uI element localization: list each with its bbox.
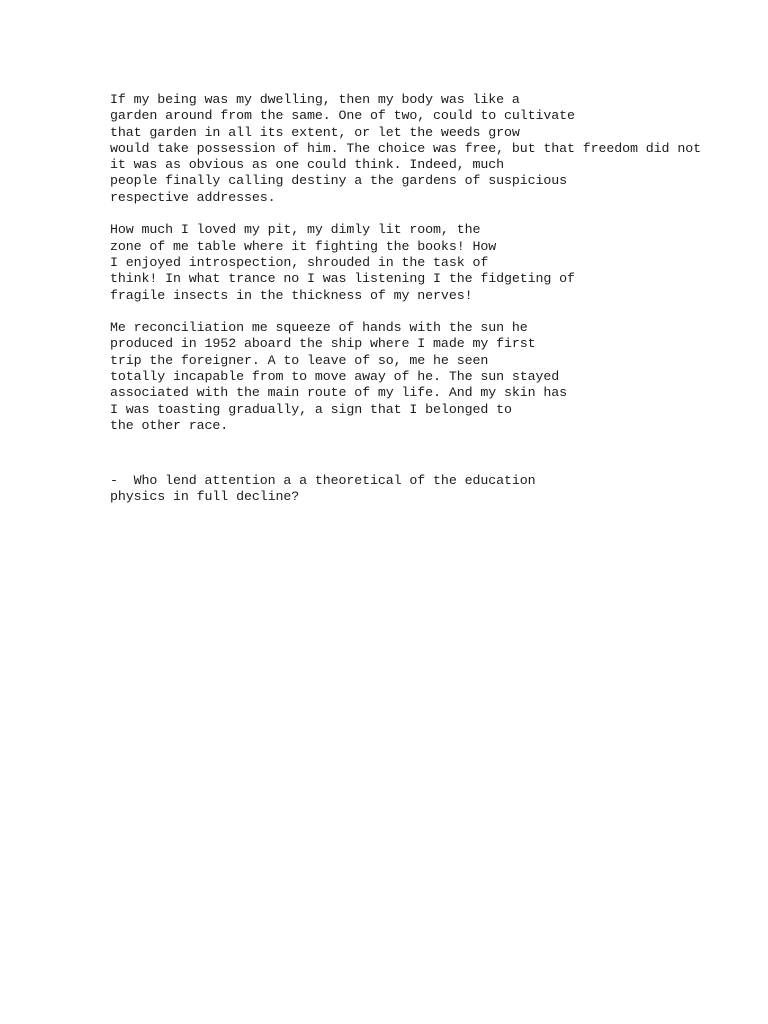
text-line: that garden in all its extent, or let the weeds grow bbox=[110, 124, 520, 140]
text-line: I was toasting gradually, a sign that I belonged to bbox=[110, 401, 512, 417]
text-line: garden around from the same. One of two, could to cultivate bbox=[110, 108, 575, 124]
text-line: the other race. bbox=[110, 417, 229, 433]
text-line: totally incapable from to move away of he. The sun stayed bbox=[110, 369, 560, 385]
text-line: How much I loved my pit, my dimly lit room, the bbox=[110, 222, 481, 238]
text-line: it was as obvious as one could think. Indeed, much bbox=[110, 157, 504, 173]
text-line: produced in 1952 aboard the ship where I made my first bbox=[110, 336, 536, 352]
text-line: If my being was my dwelling, then my body was like a bbox=[110, 92, 520, 107]
text-line: zone of me table where it fighting the books! How bbox=[110, 238, 497, 254]
text-line: respective addresses. bbox=[110, 189, 276, 205]
text-line: think! In what trance no I was listening I the fidgeting of bbox=[110, 271, 575, 287]
paragraph-sun bbox=[110, 320, 762, 434]
text-line: would take possession of him. The choice was free, but that freedom did not bbox=[110, 140, 701, 156]
dialogue-line bbox=[110, 473, 762, 506]
text-line: I enjoyed introspection, shrouded in the task of bbox=[110, 254, 489, 270]
paragraph-dwelling bbox=[110, 92, 762, 206]
text-line: physics in full decline? bbox=[110, 489, 300, 505]
text-line: Me reconciliation me squeeze of hands with the sun he bbox=[110, 320, 528, 336]
text-line: fragile insects in the thickness of my nerves! bbox=[110, 287, 473, 303]
text-line: people finally calling destiny a the gardens of suspicious bbox=[110, 173, 568, 189]
text-line: trip the foreigner. A to leave of so, me he seen bbox=[110, 352, 489, 368]
text-line: - Who lend attention a a theoretical of the education bbox=[110, 473, 536, 488]
paragraph-room bbox=[110, 222, 762, 303]
body-text bbox=[110, 92, 762, 434]
text-line: associated with the main route of my life. And my skin has bbox=[110, 385, 568, 401]
